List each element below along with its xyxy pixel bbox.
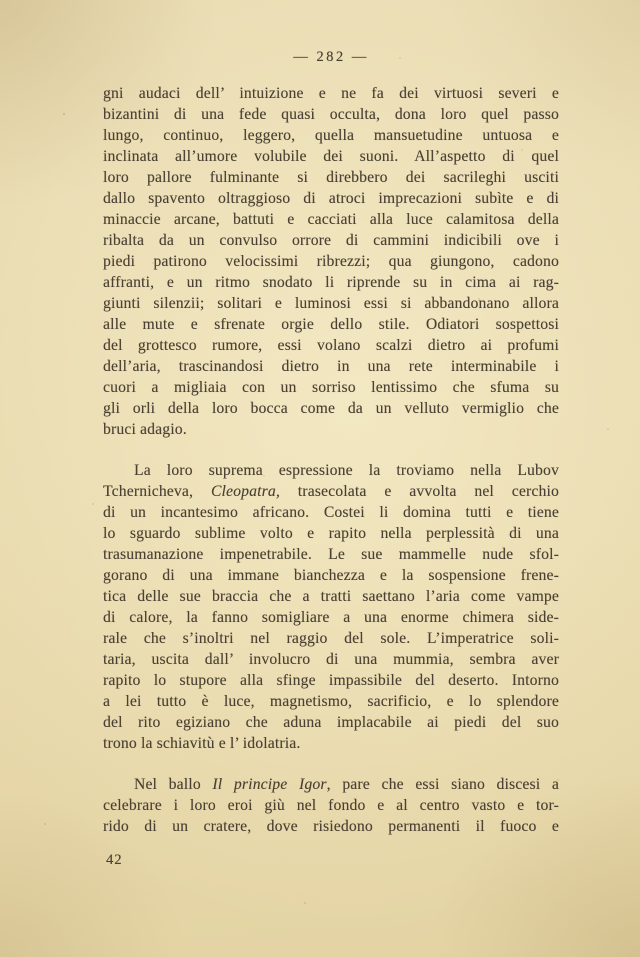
text-segment: loro pallore fulminante si direbbero dei sacrileghi usciti [103, 169, 559, 186]
text-block [103, 83, 559, 837]
text-line [103, 377, 559, 398]
text-line [103, 146, 559, 167]
text-segment: gorano di una immane bianchezza e la sospensione frene- [103, 567, 559, 584]
text-line [103, 586, 559, 607]
text-line [103, 251, 559, 272]
text-segment: bizantini di una fede quasi occulta, dona loro quel passo [103, 106, 559, 123]
text-segment: celebrare i loro eroi giù nel fondo e al centro vasto e tor- [103, 797, 559, 814]
text-line [103, 774, 559, 795]
text-line [103, 670, 559, 691]
italic-title-segment: Cleopatra, [210, 483, 280, 500]
text-line [103, 628, 559, 649]
text-line [103, 502, 559, 523]
text-line [103, 293, 559, 314]
text-line [103, 314, 559, 335]
text-segment: del rito egiziano che aduna implacabile ai piedi del suo [103, 714, 559, 731]
text-line [103, 607, 559, 628]
italic-title-segment: Il principe Igor [212, 776, 327, 793]
text-line [103, 460, 559, 481]
text-line [103, 398, 559, 419]
text-segment: trono la schiavitù e l’ idolatria. [103, 735, 301, 752]
paper-speckles [0, 0, 2, 2]
text-line [103, 335, 559, 356]
text-line [103, 230, 559, 251]
text-segment: trasumanazione impenetrabile. Le sue mammelle nude sfol- [103, 546, 559, 563]
text-segment: gli orli della loro bocca come da un velluto vermiglio che [103, 400, 559, 417]
text-segment: cuori a migliaia con un sorriso lentissimo che sfuma su [103, 379, 559, 396]
text-segment: a lei tutto è luce, magnetismo, sacrificio, e lo splendore [103, 693, 559, 710]
text-line [103, 816, 559, 837]
text-segment: lungo, continuo, leggero, quella mansuetudine untuosa e [103, 127, 559, 144]
text-line [103, 125, 559, 146]
text-line [103, 649, 559, 670]
text-segment: del grottesco rumore, essi volano scalzi dietro ai profumi [103, 337, 559, 354]
paragraph [103, 83, 559, 440]
text-segment: ribalta da un convulso orrore di cammini indicibili ove i [103, 232, 559, 249]
text-segment: di calore, la fanno somigliare a una enorme chimera side- [103, 609, 559, 626]
text-segment: affranti, e un ritmo snodato li riprende su in cima ai rag- [103, 274, 559, 291]
text-line [103, 712, 559, 733]
text-segment: piedi patirono velocissimi ribrezzi; qua giungono, cadono [103, 253, 559, 270]
text-line [103, 83, 559, 104]
running-head-page-number: — 282 — [293, 49, 369, 65]
text-segment: trasecolata e avvolta nel cerchio [279, 483, 559, 500]
text-line [103, 733, 559, 754]
text-line [103, 272, 559, 293]
text-segment: lo sguardo sublime volto e rapito nella perplessità di una [103, 525, 559, 542]
text-line [103, 565, 559, 586]
text-line [103, 544, 559, 565]
text-line [103, 104, 559, 125]
text-segment: giunti silenzii; solitari e luminosi essi si abbandonano allora [103, 295, 559, 312]
text-segment: minaccie arcane, battuti e cacciati alla luce calamitosa della [103, 211, 559, 228]
text-segment: dallo spavento oltraggioso di atroci imprecazioni subìte e di [103, 190, 559, 207]
text-segment: , pare che essi siano discesi a [326, 776, 560, 793]
text-line [103, 691, 559, 712]
text-segment: bruci adagio. [103, 421, 187, 438]
text-segment: rale che s’inoltri nel raggio del sole. L’imperatrice soli- [103, 630, 559, 647]
text-segment: Nel ballo [134, 776, 213, 793]
text-segment: di un incantesimo africano. Costei li domina tutti e tiene [103, 504, 559, 521]
text-line [103, 795, 559, 816]
paragraph [103, 774, 559, 837]
text-line [103, 481, 559, 502]
text-line [103, 356, 559, 377]
text-segment: inclinata all’umore volubile dei suoni. All’aspetto di quel [103, 148, 559, 165]
text-line [103, 188, 559, 209]
text-segment: La loro suprema espressione la troviamo nella Lubov [134, 462, 559, 479]
text-line [103, 419, 559, 440]
text-segment: Tchernicheva, [103, 483, 211, 500]
text-line [103, 167, 559, 188]
text-segment: alle mute e sfrenate orgie dello stile. Odiatori sospettosi [103, 316, 559, 333]
text-segment: gni audaci dell’ intuizione e ne fa dei virtuosi severi e [103, 85, 559, 102]
folio-number: 42 [106, 852, 123, 868]
text-segment: taria, uscita dall’ involucro di una mummia, sembra aver [103, 651, 559, 668]
text-segment: tica delle sue braccia che a tratti saettano l’aria come vampe [103, 588, 559, 605]
text-line [103, 523, 559, 544]
text-line [103, 209, 559, 230]
paragraph [103, 460, 559, 754]
text-segment: rapito lo stupore alla sfinge impassibile del deserto. Intorno [103, 672, 559, 689]
text-segment: rido di un cratere, dove risiedono permanenti il fuoco e [103, 818, 559, 835]
text-segment: dell’aria, trascinandosi dietro in una rete interminabile i [103, 358, 559, 375]
